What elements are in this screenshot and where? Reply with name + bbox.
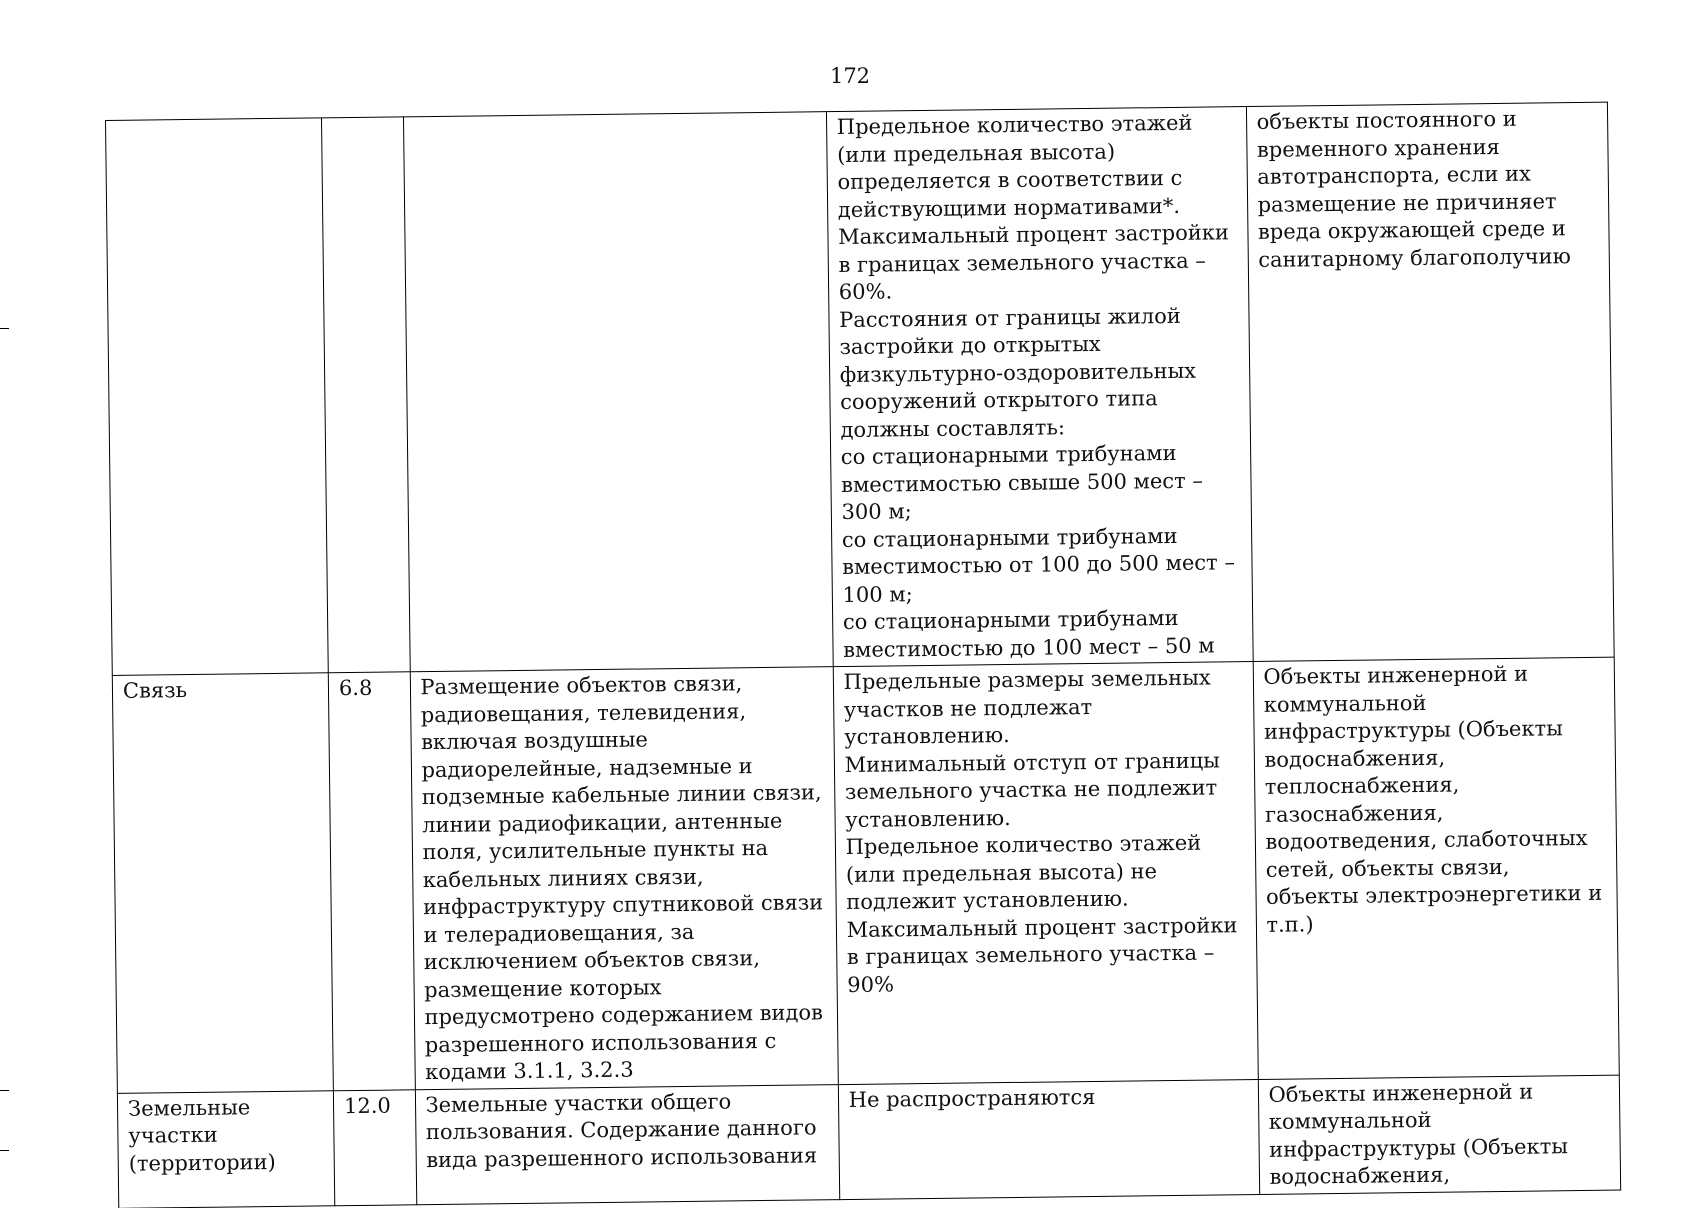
use-type-name-cell xyxy=(106,118,329,676)
auxiliary-uses-cell: объекты постоянного и временного хранения автотранспорта, если их размещение не причиняет вреда окружающей среде и санитарному благополучию xyxy=(1246,102,1614,661)
use-type-description-cell: Размещение объектов связи, радиовещания, телевидения, включая воздушные радиорелейные, надземные и подземные кабельные линии связи, линии радиофикации, антенные поля, усилительные пункты на кабельных линиях связи, инфраструктуру спутниковой связи и телерадиовещания, за исключением объектов связи, размещение которых предусмотрено содержанием видов разрешенного использования с кодами 3.1.1, 3.2.3 xyxy=(410,667,838,1090)
scan-margin-mark xyxy=(0,1090,9,1091)
limit-parameters-cell: Предельные размеры земельных участков не подлежат установлению. Минимальный отступ от границы земельного участка не подлежит установлению. Предельное количество этажей (или предельная высота) не подлежит установлению. Максимальный процент застройки в границах земельного участка – 90% xyxy=(833,662,1258,1085)
use-type-description-cell xyxy=(403,112,833,672)
auxiliary-uses-cell: Объекты инженерной и коммунальной инфраструктуры (Объекты водоснабжения, xyxy=(1258,1075,1621,1194)
use-type-name-cell: Земельные участки (территории) xyxy=(117,1090,334,1208)
use-type-description-cell: Земельные участки общего пользования. Содержание данного вида разрешенного использования xyxy=(415,1084,840,1204)
auxiliary-uses-cell: Объекты инженерной и коммунальной инфраструктуры (Объекты водоснабжения, теплоснабжения, газоснабжения, водоотведения, слаботочных сетей, объекты связи, объекты электроэнергетики и т.п.) xyxy=(1253,657,1620,1079)
use-type-code-cell: 12.0 xyxy=(333,1089,416,1205)
scan-margin-mark xyxy=(0,328,9,329)
table-row xyxy=(112,657,1619,1093)
table-row xyxy=(106,102,1615,675)
table-row xyxy=(117,1075,1620,1208)
use-type-name-cell: Связь xyxy=(112,673,333,1093)
scan-margin-mark xyxy=(0,1150,9,1151)
page-number: 172 xyxy=(829,64,871,88)
limit-parameters-cell: Не распространяются xyxy=(838,1079,1259,1199)
use-type-code-cell: 6.8 xyxy=(328,672,415,1090)
limit-parameters-cell: Предельное количество этажей (или предельная высота) определяется в соответствии с действующими нормативами*. Максимальный процент застройки в границах земельного участка – 60%. Расстояния от границы жилой застройки до открытых физкультурно-оздоровительных сооружений открытого типа должны составлять: со стационарными трибунами вместимостью свыше 500 мест – 300 м; со стационарными трибунами вместимостью от 100 до 500 мест – 100 м; со стационарными трибунами вместимостью до 100 мест – 50 м xyxy=(826,107,1253,667)
use-type-code-cell xyxy=(321,117,409,673)
land-use-regulations-table xyxy=(105,102,1621,1208)
